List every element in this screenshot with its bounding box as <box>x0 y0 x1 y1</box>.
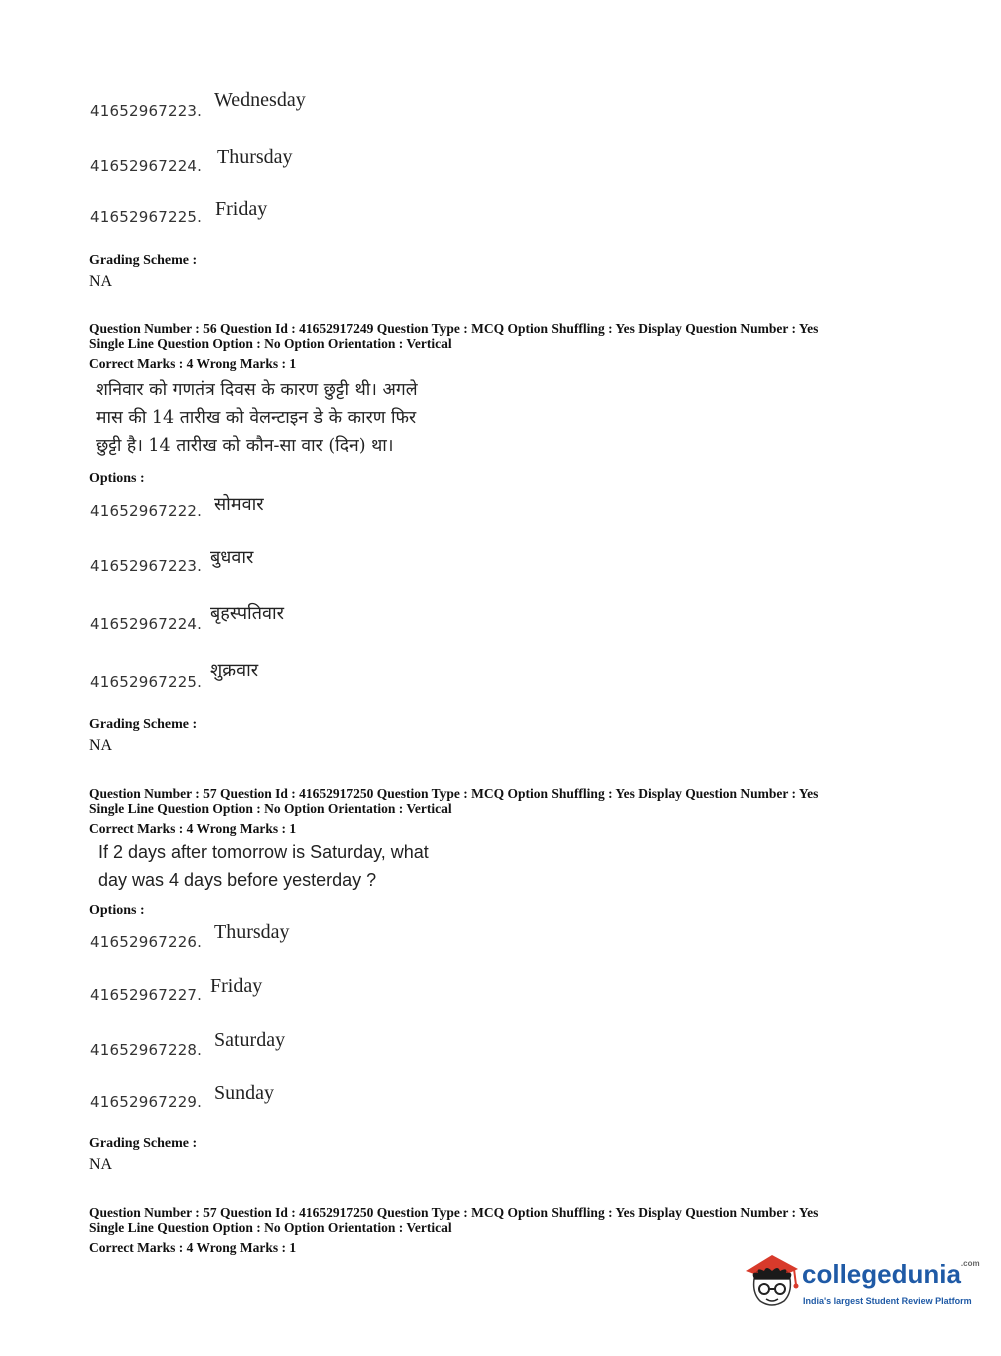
option-id: 41652967228. <box>90 1041 203 1059</box>
option-id: 41652967224. <box>90 615 203 633</box>
question-marks: Correct Marks : 4 Wrong Marks : 1 <box>89 356 297 371</box>
option-id: 41652967229. <box>90 1093 203 1111</box>
option-id: 41652967225. <box>90 208 203 226</box>
collegedunia-logo <box>742 1249 980 1311</box>
question-line: छुट्टी है। 14 तारीख को कौन-सा वार (दिन) था। <box>96 436 394 456</box>
question-marks: Correct Marks : 4 Wrong Marks : 1 <box>89 821 297 836</box>
option-text: बुधवार <box>210 547 254 567</box>
question-text <box>98 838 429 894</box>
option-id: 41652967226. <box>90 933 203 951</box>
question-header: Question Number : 57 Question Id : 41652917250 Question Type : MCQ Option Shuffling : Yes Display Question Number : Yes <box>89 786 819 801</box>
question-header-line2: Single Line Question Option : No Option Orientation : Vertical <box>89 801 452 816</box>
logo-suffix: .com <box>960 1259 980 1268</box>
question-header: Question Number : 57 Question Id : 41652917250 Question Type : MCQ Option Shuffling : Yes Display Question Number : Yes <box>89 1205 819 1220</box>
options-label: Options : <box>89 471 145 486</box>
option-text: Sunday <box>214 1082 274 1104</box>
option-text: बृहस्पतिवार <box>210 603 285 623</box>
grading-scheme-value: NA <box>89 1156 113 1173</box>
question-line: day was 4 days before yesterday ? <box>98 870 377 890</box>
question-line: If 2 days after tomorrow is Saturday, what <box>98 842 429 862</box>
option-id: 41652967222. <box>90 502 203 520</box>
option-text: Thursday <box>217 146 293 168</box>
question-header-line2: Single Line Question Option : No Option Orientation : Vertical <box>89 336 452 351</box>
question-marks: Correct Marks : 4 Wrong Marks : 1 <box>89 1240 297 1255</box>
logo-tagline: India's largest Student Review Platform <box>803 1296 972 1306</box>
grading-scheme-label: Grading Scheme : <box>89 253 198 268</box>
option-text: Friday <box>215 198 268 220</box>
option-text: सोमवार <box>214 494 264 514</box>
logo-brand: collegedunia <box>802 1259 961 1289</box>
option-text: शुक्रवार <box>210 660 259 680</box>
option-id: 41652967223. <box>90 557 203 575</box>
option-id: 41652967224. <box>90 157 203 175</box>
option-text: Friday <box>210 975 263 997</box>
question-header: Question Number : 56 Question Id : 41652917249 Question Type : MCQ Option Shuffling : Yes Display Question Number : Yes <box>89 321 819 336</box>
grading-scheme-label: Grading Scheme : <box>89 1136 198 1151</box>
option-id: 41652967225. <box>90 673 203 691</box>
question-line: मास की 14 तारीख को वेलन्टाइन डे के कारण फिर <box>96 408 417 428</box>
option-id: 41652967227. <box>90 986 203 1004</box>
mascot-icon <box>742 1249 802 1311</box>
grading-scheme-value: NA <box>89 273 113 290</box>
option-id: 41652967223. <box>90 102 203 120</box>
grading-scheme-value: NA <box>89 737 113 754</box>
question-text <box>96 376 418 460</box>
question-header-line2: Single Line Question Option : No Option Orientation : Vertical <box>89 1220 452 1235</box>
question-line: शनिवार को गणतंत्र दिवस के कारण छुट्टी थी। अगले <box>96 380 418 400</box>
option-text: Saturday <box>214 1029 286 1051</box>
option-text: Thursday <box>214 921 290 943</box>
grading-scheme-label: Grading Scheme : <box>89 717 198 732</box>
option-text: Wednesday <box>214 89 306 111</box>
options-label: Options : <box>89 903 145 918</box>
